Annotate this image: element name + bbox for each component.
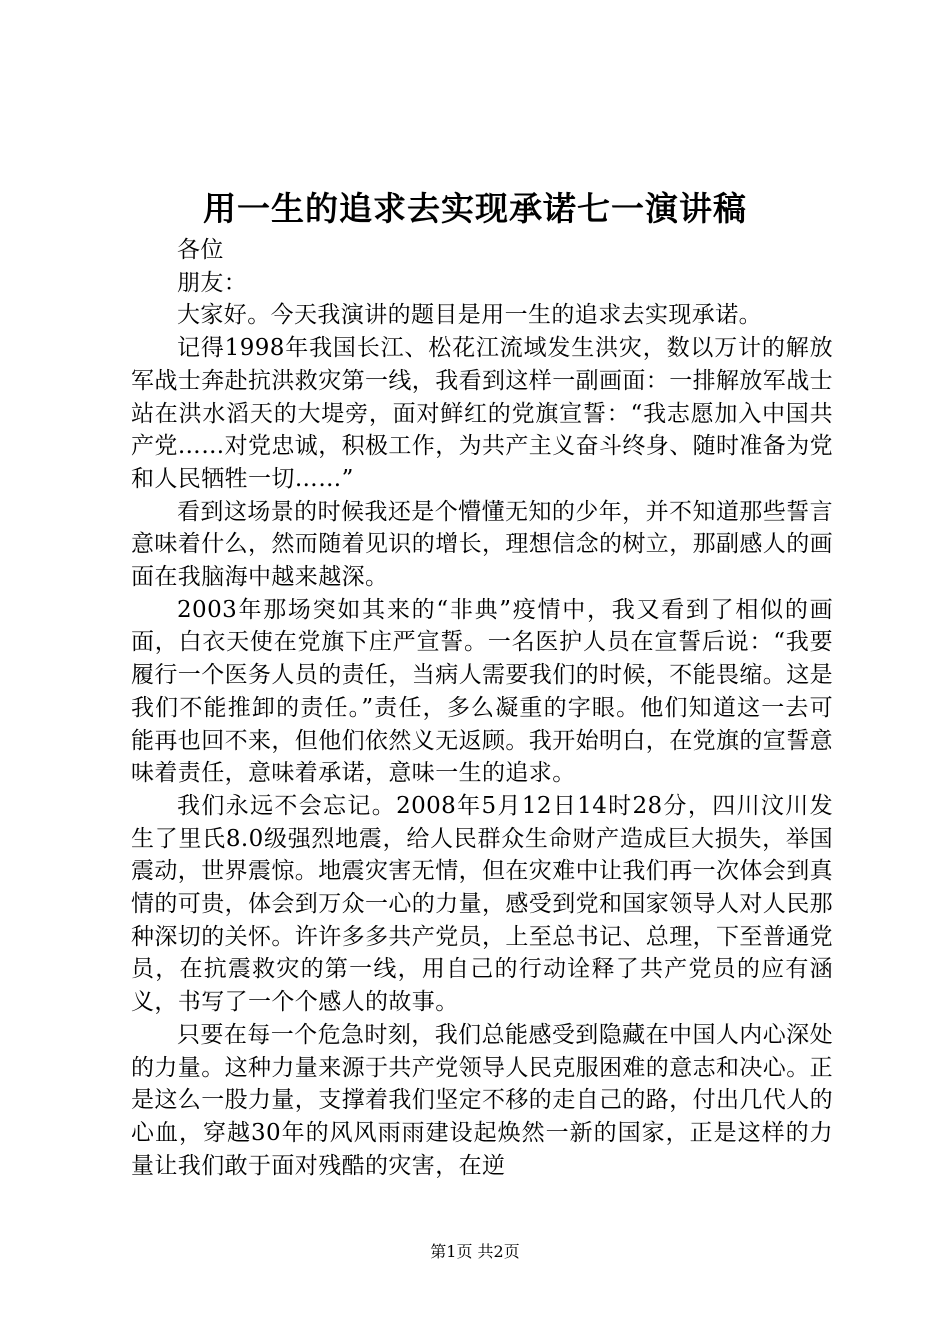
paragraph-1998-flood: 记得1998年我国长江、松花江流域发生洪灾，数以万计的解放军战士奔赴抗洪救灾第一线，我看到这样一副画面：一排解放军战士站在洪水滔天的大堤旁，面对鲜红的党旗宣誓：“我志愿加入中国共产党……对党忠诚，积极工作，为共产主义奋斗终身、随时准备为党和人民牺牲一切……” xyxy=(131,335,833,492)
page-footer: 第1页 共2页 xyxy=(430,1242,520,1261)
document-title: 用一生的追求去实现承诺七一演讲稿 xyxy=(203,189,747,228)
paragraph-2008-earthquake: 我们永远不会忘记。2008年5月12日14时28分，四川汶川发生了里氏8.0级强烈地震，给人民群众生命财产造成巨大损失，举国震动，世界震惊。地震灾害无情，但在灾难中让我们再一次体会到真情的可贵，体会到万众一心的力量，感受到党和国家领导人对人民那种深切的关怀。许许多多共产党员，上至总书记、总理，下至普通党员，在抗震救灾的第一线，用自己的行动诠释了共产党员的应有涵义，书写了一个个感人的故事。 xyxy=(131,792,833,1016)
salutation-line-1: 各位 xyxy=(177,237,224,263)
paragraph-greeting: 大家好。今天我演讲的题目是用一生的追求去实现承诺。 xyxy=(177,302,762,329)
paragraph-childhood-memory: 看到这场景的时候我还是个懵懂无知的少年，并不知道那些誓言意味着什么，然而随着见识的增长，理想信念的树立，那副感人的画面在我脑海中越来越深。 xyxy=(131,498,833,591)
paragraph-inner-strength: 只要在每一个危急时刻，我们总能感受到隐藏在中国人内心深处的力量。这种力量来源于共产党领导人民克服困难的意志和决心。正是这么一股力量，支撑着我们坚定不移的走自己的路，付出几代人的心血，穿越30年的风风雨雨建设起焕然一新的国家，正是这样的力量让我们敢于面对残酷的灾害，在逆 xyxy=(131,1021,833,1179)
document-body xyxy=(131,234,833,1182)
paragraph-2003-sars: 2003年那场突如其来的“非典”疫情中，我又看到了相似的画面，白衣天使在党旗下庄严宣誓。一名医护人员在宣誓后说：“我要履行一个医务人员的责任，当病人需要我们的时候，不能畏缩。这是我们不能推卸的责任。”责任，多么凝重的字眼。他们知道这一去可能再也回不来，但他们依然义无返顾。我开始明白，在党旗的宣誓意味着责任，意味着承诺，意味一生的追求。 xyxy=(131,596,833,787)
salutation-line-2: 朋友： xyxy=(177,269,248,296)
